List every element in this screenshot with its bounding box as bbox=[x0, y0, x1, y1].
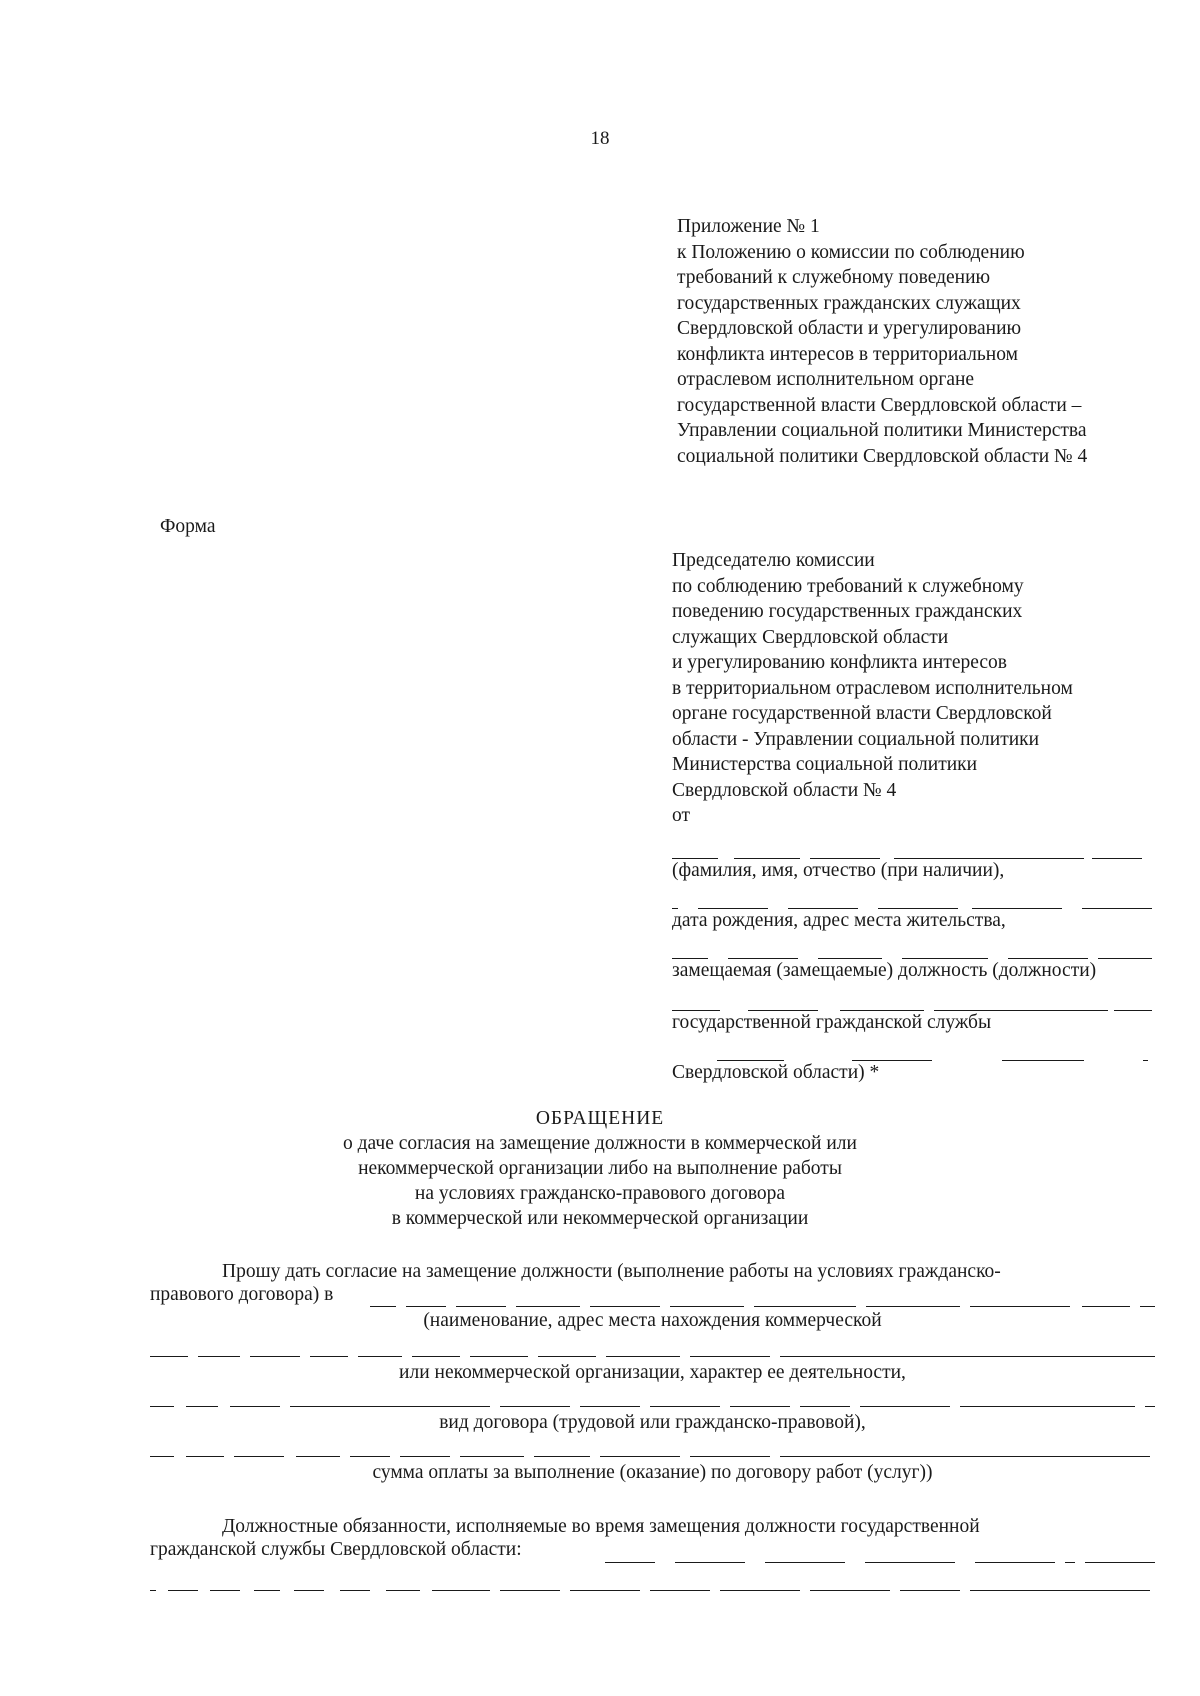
fill-line-duties-1[interactable] bbox=[605, 1562, 1155, 1563]
fill-line-segment bbox=[406, 1306, 446, 1307]
fill-line-segment bbox=[1018, 1010, 1108, 1011]
fill-line-segment bbox=[728, 958, 798, 959]
fill-line-segment bbox=[992, 858, 1084, 859]
fill-line-segment bbox=[1065, 1562, 1075, 1563]
fill-line-segment bbox=[878, 908, 958, 909]
addressee-line: служащих Свердловской области bbox=[672, 626, 949, 648]
fill-line-segment bbox=[538, 1356, 596, 1357]
fill-line-segment bbox=[1114, 1010, 1152, 1011]
fill-line-segment bbox=[294, 1590, 324, 1591]
fill-line-segment bbox=[186, 1406, 218, 1407]
fill-line-org-activity[interactable] bbox=[150, 1356, 1155, 1357]
fill-line-segment bbox=[234, 1456, 284, 1457]
fill-line-segment bbox=[570, 1590, 640, 1591]
fill-line-segment bbox=[902, 958, 988, 959]
fill-line-segment bbox=[600, 1456, 680, 1457]
fill-line-segment bbox=[894, 858, 992, 859]
fill-line-segment bbox=[150, 1456, 174, 1457]
fill-line-segment bbox=[534, 1456, 590, 1457]
fill-line-region[interactable] bbox=[672, 1060, 1152, 1061]
fill-line-contract-type[interactable] bbox=[150, 1406, 1155, 1407]
annex-line: конфликта интересов в территориальном bbox=[677, 343, 1018, 365]
fill-line-segment bbox=[370, 1306, 396, 1307]
annex-line: требований к служебному поведению bbox=[677, 267, 991, 288]
fill-line-segment bbox=[580, 1406, 640, 1407]
fill-line-segment bbox=[818, 958, 882, 959]
fill-line-segment bbox=[1092, 858, 1142, 859]
fill-line-segment bbox=[780, 1356, 1155, 1357]
addressee-line: в территориальном отраслевом исполнительном bbox=[672, 677, 1073, 699]
fill-line-segment bbox=[460, 1456, 524, 1457]
caption-birth-address: дата рождения, адрес места жительства, bbox=[672, 910, 1006, 931]
fill-line-segment bbox=[852, 1060, 932, 1061]
document-title bbox=[0, 1106, 1200, 1231]
request-line-1: Прошу дать согласие на замещение должности (выполнение работы на условиях гражданско- bbox=[222, 1261, 1001, 1282]
addressee-line: органе государственной власти Свердловской bbox=[672, 703, 1052, 724]
fill-line-segment bbox=[960, 1406, 1135, 1407]
fill-line-segment bbox=[296, 1456, 340, 1457]
fill-line-segment bbox=[754, 1306, 856, 1307]
fill-line-segment bbox=[590, 1306, 660, 1307]
fill-line-segment bbox=[734, 858, 800, 859]
request-paragraph bbox=[150, 1260, 1155, 1284]
addressee-line: Свердловской области № 4 bbox=[672, 779, 897, 801]
fill-line-segment bbox=[1082, 908, 1152, 909]
fill-line-segment bbox=[516, 1306, 580, 1307]
fill-line-segment bbox=[456, 1306, 506, 1307]
fill-line-segment bbox=[765, 1562, 845, 1563]
fill-line-birth-address[interactable] bbox=[672, 908, 1152, 909]
fill-line-segment bbox=[748, 1010, 818, 1011]
fill-line-segment bbox=[340, 1590, 370, 1591]
title-line: на условиях гражданско-правового договора bbox=[414, 1183, 786, 1204]
fill-line-segment bbox=[1085, 1562, 1155, 1563]
fill-line-segment bbox=[605, 1562, 655, 1563]
fill-line-segment bbox=[780, 1456, 1150, 1457]
fill-line-segment bbox=[186, 1456, 224, 1457]
fill-line-segment bbox=[970, 1590, 1150, 1591]
annex-line: отраслевом исполнительном органе bbox=[677, 369, 975, 390]
fill-line-segment bbox=[650, 1590, 710, 1591]
fill-line-segment bbox=[254, 1590, 280, 1591]
title-line: в коммерческой или некоммерческой организации bbox=[391, 1208, 809, 1229]
fill-line-segment bbox=[168, 1590, 198, 1591]
fill-line-segment bbox=[1098, 958, 1152, 959]
fill-line-segment bbox=[800, 1406, 850, 1407]
fill-line-segment bbox=[1140, 1306, 1155, 1307]
addressee-line: от bbox=[672, 805, 691, 826]
fill-line-segment bbox=[250, 1356, 300, 1357]
fill-line-segment bbox=[1082, 1306, 1130, 1307]
fill-line-segment bbox=[865, 1562, 955, 1563]
annex-line: социальной политики Свердловской области № 4 bbox=[677, 445, 1088, 467]
page-number: 18 bbox=[590, 128, 610, 149]
fill-line-segment bbox=[210, 1590, 240, 1591]
fill-line-segment bbox=[840, 1010, 924, 1011]
addressee-line: и урегулированию конфликта интересов bbox=[672, 652, 1007, 673]
annex-line: к Положению о комиссии по соблюдению bbox=[677, 241, 1025, 263]
fill-line-segment bbox=[606, 1356, 680, 1357]
fill-line-segment bbox=[1143, 1060, 1148, 1061]
caption-payment: сумма оплаты за выполнение (оказание) по договору работ (услуг)) bbox=[372, 1462, 933, 1483]
fill-line-segment bbox=[150, 1590, 156, 1591]
fill-line-segment bbox=[672, 1010, 720, 1011]
fill-line-segment bbox=[500, 1406, 570, 1407]
fill-line-segment bbox=[500, 1590, 560, 1591]
caption-region: Свердловской области) * bbox=[672, 1062, 880, 1083]
title-line: некоммерческой организации либо на выполнение работы bbox=[358, 1158, 842, 1179]
annex-line: государственной власти Свердловской области – bbox=[677, 394, 1082, 416]
form-label: Форма bbox=[160, 516, 216, 537]
annex-line: государственных гражданских служащих bbox=[677, 292, 1021, 314]
fill-line-segment bbox=[650, 1406, 720, 1407]
fill-line-segment bbox=[972, 908, 1062, 909]
fill-line-segment bbox=[810, 1590, 890, 1591]
fill-line-segment bbox=[350, 1456, 390, 1457]
fill-line-segment bbox=[1002, 1060, 1084, 1061]
fill-line-segment bbox=[672, 858, 718, 859]
fill-line-service[interactable] bbox=[672, 1010, 1152, 1011]
fill-line-segment bbox=[730, 1406, 790, 1407]
fill-line-position[interactable] bbox=[672, 958, 1152, 959]
fill-line-segment bbox=[470, 1356, 528, 1357]
annex-line: Управлении социальной политики Министерства bbox=[677, 420, 1087, 441]
fill-line-segment bbox=[358, 1356, 402, 1357]
fill-line-segment bbox=[866, 1306, 960, 1307]
fill-line-segment bbox=[230, 1406, 280, 1407]
fill-line-segment bbox=[432, 1590, 490, 1591]
annex-line: Свердловской области и урегулированию bbox=[677, 318, 1022, 339]
fill-line-segment bbox=[970, 1306, 1070, 1307]
fill-line-segment bbox=[198, 1356, 240, 1357]
fill-line-duties-2[interactable] bbox=[150, 1590, 1155, 1591]
fill-line-segment bbox=[670, 1306, 744, 1307]
fill-line-segment bbox=[810, 858, 880, 859]
caption-org-activity: или некоммерческой организации, характер ее деятельности, bbox=[399, 1362, 906, 1383]
fill-line-segment bbox=[720, 1590, 800, 1591]
fill-line-name[interactable] bbox=[672, 858, 1142, 859]
fill-line-segment bbox=[860, 1406, 950, 1407]
addressee-line: Министерства социальной политики bbox=[672, 754, 978, 775]
request-line-2: правового договора) в bbox=[150, 1284, 334, 1305]
annex-block bbox=[677, 214, 1087, 469]
title-heading: ОБРАЩЕНИЕ bbox=[535, 1108, 665, 1129]
fill-line-segment bbox=[672, 908, 678, 909]
caption-organization: (наименование, адрес места нахождения коммерческой bbox=[423, 1310, 882, 1331]
fill-line-segment bbox=[386, 1590, 420, 1591]
fill-line-organization[interactable] bbox=[370, 1306, 1155, 1307]
title-line: о даче согласия на замещение должности в коммерческой или bbox=[343, 1133, 857, 1154]
fill-line-segment bbox=[290, 1406, 490, 1407]
addressee-line: Председателю комиссии bbox=[672, 550, 875, 571]
addressee-line: области - Управлении социальной политики bbox=[672, 728, 1040, 750]
annex-line: Приложение № 1 bbox=[677, 216, 820, 237]
duties-line-1: Должностные обязанности, исполняемые во время замещения должности государственной bbox=[222, 1516, 980, 1537]
fill-line-segment bbox=[150, 1356, 188, 1357]
fill-line-segment bbox=[150, 1406, 174, 1407]
fill-line-segment bbox=[412, 1356, 460, 1357]
fill-line-payment[interactable] bbox=[150, 1456, 1155, 1457]
fill-line-segment bbox=[672, 958, 708, 959]
addressee-block bbox=[672, 548, 1073, 829]
fill-line-segment bbox=[788, 908, 858, 909]
fill-line-segment bbox=[934, 1010, 1018, 1011]
caption-position: замещаемая (замещаемые) должность (должности) bbox=[672, 960, 1097, 981]
fill-line-segment bbox=[1145, 1406, 1155, 1407]
fill-line-segment bbox=[698, 908, 768, 909]
fill-line-segment bbox=[975, 1562, 1055, 1563]
fill-line-segment bbox=[310, 1356, 348, 1357]
fill-line-segment bbox=[900, 1590, 960, 1591]
fill-line-segment bbox=[675, 1562, 745, 1563]
fill-line-segment bbox=[1008, 958, 1088, 959]
addressee-line: по соблюдению требований к служебному bbox=[672, 575, 1024, 597]
duties-paragraph bbox=[150, 1515, 1155, 1539]
fill-line-segment bbox=[690, 1356, 770, 1357]
caption-service: государственной гражданской службы bbox=[672, 1012, 992, 1033]
fill-line-segment bbox=[400, 1456, 450, 1457]
caption-full-name: (фамилия, имя, отчество (при наличии), bbox=[672, 860, 1005, 881]
fill-line-segment bbox=[717, 1060, 784, 1061]
duties-line-2: гражданской службы Свердловской области: bbox=[150, 1539, 522, 1560]
fill-line-segment bbox=[690, 1456, 770, 1457]
caption-contract-type: вид договора (трудовой или гражданско-правовой), bbox=[439, 1412, 866, 1433]
addressee-line: поведению государственных гражданских bbox=[672, 601, 1023, 622]
